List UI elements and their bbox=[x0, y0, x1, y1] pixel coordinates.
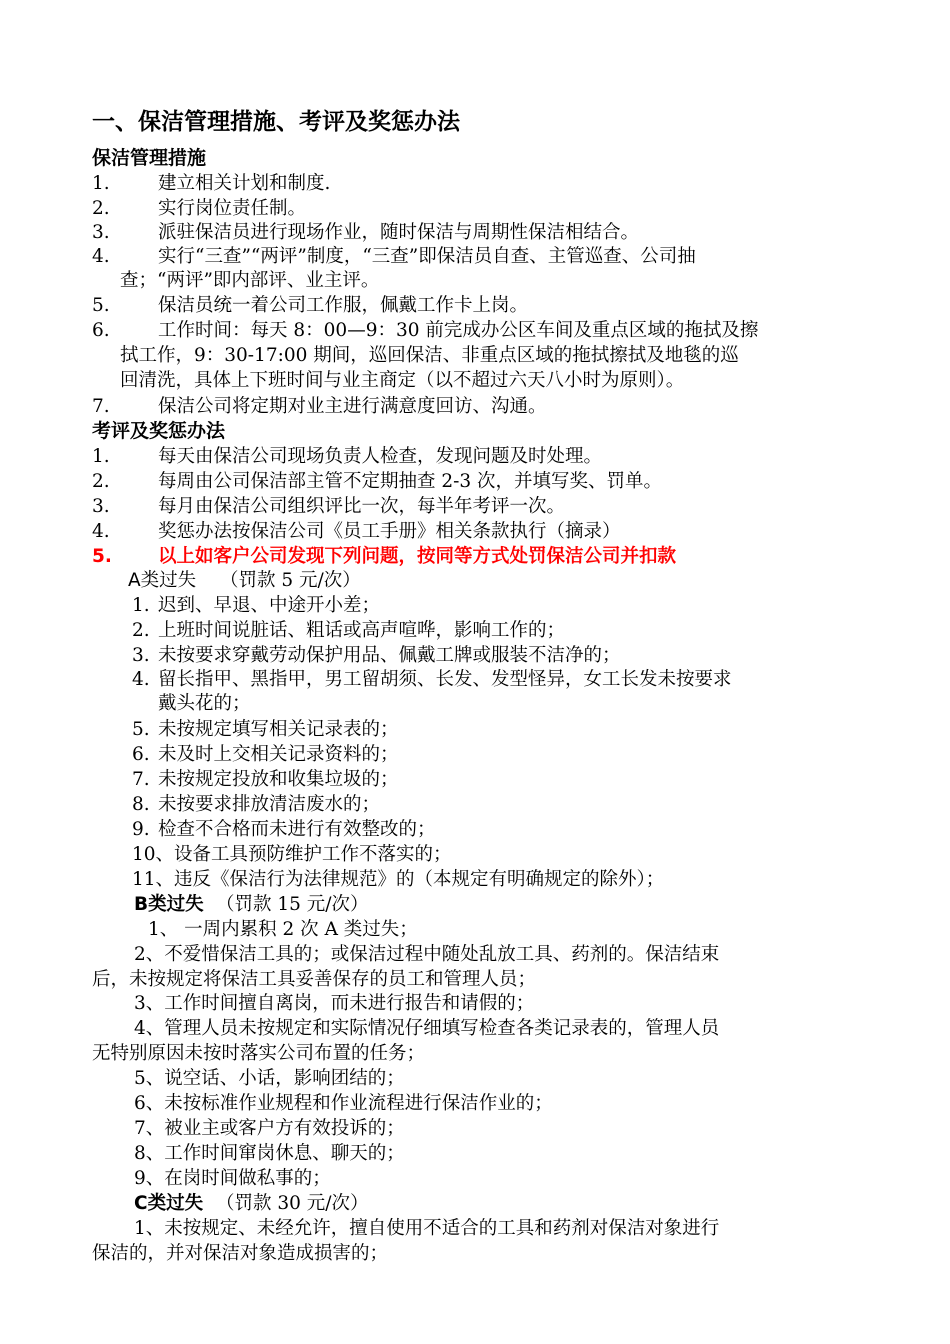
item-number: 9. bbox=[132, 819, 150, 840]
list-item-continuation bbox=[0, 368, 950, 394]
item-number: 3. bbox=[132, 645, 150, 666]
item-text: 1、 一周内累积 2 次 A 类过失； bbox=[148, 919, 418, 940]
item-text: 设备工具预防维护工作不落实的； bbox=[174, 844, 452, 865]
item-text: 查；“两评”即内部评、业主评。 bbox=[120, 270, 380, 291]
item-text: 4、管理人员未按规定和实际情况仔细填写检查各类记录表的，管理人员 bbox=[134, 1018, 720, 1039]
class-fine: （罚款 30 元/次） bbox=[216, 1193, 369, 1214]
list-item bbox=[0, 494, 950, 520]
item-text: 保洁的，并对保洁对象造成损害的； bbox=[92, 1243, 389, 1264]
item-text: 每天由保洁公司现场负责人检查，发现问题及时处理。 bbox=[158, 446, 603, 467]
list-item bbox=[0, 942, 950, 968]
item-text: 每周由公司保洁部主管不定期抽查 2-3 次，并填写奖、罚单。 bbox=[158, 471, 663, 492]
item-number: 2. bbox=[132, 620, 150, 641]
list-item bbox=[0, 1016, 950, 1042]
list-item-continuation bbox=[0, 1041, 950, 1067]
list-item bbox=[0, 519, 950, 545]
item-number: 6. bbox=[132, 744, 150, 765]
item-number: 4. bbox=[92, 521, 110, 542]
list-item bbox=[0, 293, 950, 319]
list-item bbox=[0, 742, 950, 768]
item-text: 2、不爱惜保洁工具的；或保洁过程中随处乱放工具、药剂的。保洁结束 bbox=[134, 944, 720, 965]
item-text: 1、未按规定、未经允许，擅自使用不适合的工具和药剂对保洁对象进行 bbox=[134, 1218, 720, 1239]
item-number: 4. bbox=[132, 669, 150, 690]
item-text: 工作时间：每天 8：00—9：30 前完成办公区车间及重点区域的拖拭及擦 bbox=[158, 320, 759, 341]
page-title: 一、保洁管理措施、考评及奖惩办法 bbox=[92, 109, 460, 135]
list-item bbox=[0, 196, 950, 222]
class-b-heading bbox=[0, 892, 950, 918]
item-text: 保洁公司将定期对业主进行满意度回访、沟通。 bbox=[158, 396, 547, 417]
list-item bbox=[0, 1116, 950, 1142]
list-item bbox=[0, 767, 950, 793]
list-item bbox=[0, 991, 950, 1017]
item-text: 迟到、早退、中途开小差； bbox=[158, 595, 381, 616]
item-number: 11、 bbox=[132, 869, 175, 890]
item-number: 3. bbox=[92, 496, 110, 517]
item-number: 5. bbox=[132, 719, 150, 740]
class-c-heading bbox=[0, 1191, 950, 1217]
item-number: 1. bbox=[92, 173, 110, 194]
item-text: 保洁员统一着公司工作服，佩戴工作卡上岗。 bbox=[158, 295, 529, 316]
item-number: 5. bbox=[92, 546, 112, 567]
item-text: 拭工作，9：30-17:00 期间，巡回保洁、非重点区域的拖拭擦拭及地毯的巡 bbox=[120, 345, 739, 366]
item-text: 实行岗位责任制。 bbox=[158, 198, 307, 219]
item-number: 5. bbox=[92, 295, 110, 316]
list-item bbox=[0, 1066, 950, 1092]
item-number: 7. bbox=[92, 396, 110, 417]
item-text: 未按规定投放和收集垃圾的； bbox=[158, 769, 399, 790]
list-item bbox=[0, 1091, 950, 1117]
list-item bbox=[0, 618, 950, 644]
item-text: 每月由保洁公司组织评比一次，每半年考评一次。 bbox=[158, 496, 566, 517]
class-label: C类过失 bbox=[134, 1193, 204, 1214]
item-number: 6. bbox=[92, 320, 110, 341]
item-text: 奖惩办法按保洁公司《员工手册》相关条款执行（摘录） bbox=[158, 521, 621, 542]
item-text: 6、未按标准作业规程和作业流程进行保洁作业的； bbox=[134, 1093, 553, 1114]
item-text: 5、说空话、小话，影响团结的； bbox=[134, 1068, 405, 1089]
item-number: 2. bbox=[92, 471, 110, 492]
highlighted-list-item bbox=[0, 544, 950, 570]
list-item bbox=[0, 1216, 950, 1242]
item-number: 1. bbox=[132, 595, 150, 616]
class-label: B类过失 bbox=[134, 894, 204, 915]
item-number: 8. bbox=[132, 794, 150, 815]
list-item bbox=[0, 469, 950, 495]
item-text: 后，未按规定将保洁工具妥善保存的员工和管理人员； bbox=[92, 969, 537, 990]
item-number: 1. bbox=[92, 446, 110, 467]
item-text: 回清洗，具体上下班时间与业主商定（以不超过六天八小时为原则）。 bbox=[120, 370, 685, 391]
list-item bbox=[0, 643, 950, 669]
item-text: 7、被业主或客户方有效投诉的； bbox=[134, 1118, 405, 1139]
list-item bbox=[0, 842, 950, 868]
list-item-continuation bbox=[0, 268, 950, 294]
class-fine: （罚款 5 元/次） bbox=[220, 570, 361, 591]
list-item bbox=[0, 1141, 950, 1167]
list-item bbox=[0, 717, 950, 743]
list-item bbox=[0, 394, 950, 420]
class-a-heading bbox=[0, 568, 950, 594]
list-item bbox=[0, 817, 950, 843]
list-item bbox=[0, 792, 950, 818]
item-text: 3、工作时间擅自离岗，而未进行报告和请假的； bbox=[134, 993, 535, 1014]
class-fine: （罚款 15 元/次） bbox=[216, 894, 369, 915]
item-text: 未按要求穿戴劳动保护用品、佩戴工牌或服装不洁净的； bbox=[158, 645, 621, 666]
list-item bbox=[0, 220, 950, 246]
item-number: 4. bbox=[92, 246, 110, 267]
section-heading-management: 保洁管理措施 bbox=[92, 147, 207, 169]
item-text: 9、在岗时间做私事的； bbox=[134, 1168, 331, 1189]
list-item bbox=[0, 244, 950, 270]
item-number: 2. bbox=[92, 198, 110, 219]
item-text: 戴头花的； bbox=[158, 693, 251, 714]
list-item bbox=[0, 318, 950, 344]
list-item bbox=[0, 667, 950, 693]
item-text: 实行“三查”“两评”制度，“三查”即保洁员自查、主管巡查、公司抽 bbox=[158, 246, 696, 267]
list-item bbox=[0, 171, 950, 197]
item-text: 未按要求排放清洁废水的； bbox=[158, 794, 381, 815]
item-text: 上班时间说脏话、粗话或高声喧哗，影响工作的； bbox=[158, 620, 566, 641]
section-heading-evaluation: 考评及奖惩办法 bbox=[92, 420, 226, 442]
list-item bbox=[0, 444, 950, 470]
item-number: 7. bbox=[132, 769, 150, 790]
item-number: 3. bbox=[92, 222, 110, 243]
item-text: 未按规定填写相关记录表的； bbox=[158, 719, 399, 740]
item-number: 10、 bbox=[132, 844, 175, 865]
item-text: 以上如客户公司发现下列问题，按同等方式处罚保洁公司并扣款 bbox=[158, 546, 677, 567]
item-text: 8、工作时间窜岗休息、聊天的； bbox=[134, 1143, 405, 1164]
list-item bbox=[0, 593, 950, 619]
item-text: 建立相关计划和制度. bbox=[158, 173, 331, 194]
list-item-continuation bbox=[0, 967, 950, 993]
list-item-continuation bbox=[0, 1241, 950, 1267]
item-text: 派驻保洁员进行现场作业，随时保洁与周期性保洁相结合。 bbox=[158, 222, 640, 243]
list-item bbox=[0, 917, 950, 943]
list-item bbox=[0, 1166, 950, 1192]
item-text: 留长指甲、黑指甲，男工留胡须、长发、发型怪异，女工长发未按要求 bbox=[158, 669, 732, 690]
item-text: 违反《保洁行为法律规范》的（本规定有明确规定的除外）； bbox=[174, 869, 665, 890]
list-item-continuation bbox=[0, 343, 950, 369]
item-text: 未及时上交相关记录资料的； bbox=[158, 744, 399, 765]
class-label: A类过失 bbox=[128, 570, 197, 591]
item-text: 无特别原因未按时落实公司布置的任务； bbox=[92, 1043, 426, 1064]
item-text: 检查不合格而未进行有效整改的； bbox=[158, 819, 436, 840]
list-item bbox=[0, 867, 950, 893]
list-item-continuation bbox=[0, 691, 950, 717]
